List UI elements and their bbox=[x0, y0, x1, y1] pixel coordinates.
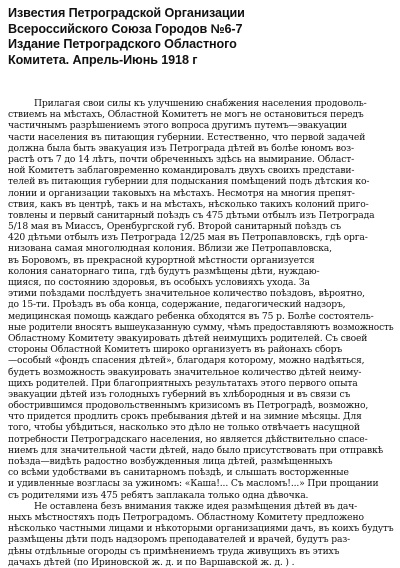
article-line: этими поѣздами послѣдуетъ значительное количество поѣздовъ, вѣроятно, bbox=[8, 288, 365, 300]
header-line: Всероссийского Союза Городов №6-7 bbox=[8, 21, 243, 36]
article-line: телей въ питающия губернии для подыскания помѣщений подъ дѣтския ко- bbox=[8, 176, 370, 188]
article-line: въ Боровомъ, въ прекрасной курортной мѣстности организуется bbox=[8, 254, 315, 266]
article-line: потребности Петроградскаго населения, но является дѣйствительно спасе- bbox=[8, 433, 368, 445]
article-line: —особый «фондъ спасения дѣтей», благодаря которому, можно надѣяться, bbox=[8, 355, 365, 367]
article-line: медицинская помощь каждаго ребенка обходятся въ 75 р. Болѣе состоятель- bbox=[8, 310, 374, 322]
article-line: ныхъ мѣстностяхъ подъ Петроградомъ. Областному Комитету предложено bbox=[8, 511, 364, 523]
article-line: Не оставлена безъ внимания также идея размѣщения дѣтей въ дач- bbox=[34, 500, 358, 512]
article-line: низована самая многолюдная колония. Вблизи же Петропавловска, bbox=[8, 243, 332, 255]
article-line: ствиемъ на мѣстахъ, Областной Комитетъ не могъ не остановиться передъ bbox=[8, 109, 364, 121]
article-line: колония санаторнаго типа, гдѣ будутъ размѣщены дѣти, нуждаю- bbox=[8, 265, 320, 277]
header-line: Издание Петроградского Областного bbox=[8, 37, 237, 51]
article-line: части населения въ питающия губернии. Естественно, что первой задачей bbox=[8, 131, 366, 143]
article-line: Областному Комитету эвакуировать дѣтей неимущихъ родителей. Съ своей bbox=[8, 332, 368, 344]
article-line: дѣны отдѣльные огороды съ примѣнениемъ труда живущихъ въ этихъ bbox=[8, 545, 340, 557]
article-line: ствия, какъ въ центрѣ, такъ и на мѣстахъ, нѣсколько такихъ колоний приго- bbox=[8, 198, 369, 210]
article-line: щихъ родителей. При благоприятныхъ результатахъ этого первого опыта bbox=[8, 377, 358, 389]
article-line: и удивленные возгласы за ужиномъ: «Каша!... Съ масломъ!...» При прощании bbox=[8, 478, 379, 490]
article-line: со всѣми удобствами въ санитарномъ поѣздѣ, и слышать восторженные bbox=[8, 467, 349, 479]
article-line: ниемъ для значительной части дѣтей, надо было присутствовать при отправкѣ bbox=[8, 444, 384, 456]
article-line: эвакуации дѣтей изъ голодныхъ губерний въ хлѣбородныя и въ связи съ bbox=[8, 388, 351, 400]
article-line: того, чтобы убѣдиться, насколько это дѣло не только отвѣчаетъ насущной bbox=[8, 422, 360, 434]
article-text bbox=[8, 98, 394, 568]
article-line: товлены и первый санитарный поѣздъ съ 475 дѣтьми отбылъ изъ Петрограда bbox=[8, 209, 375, 221]
article-line: 420 дѣтьми отбылъ изъ Петрограда 12/25 мая въ Петропавловскъ, гдѣ орга- bbox=[8, 232, 368, 244]
article-line: частичнымъ разрѣшениемъ этого вопроса другимъ путемъ—эвакуации bbox=[8, 120, 347, 132]
article-line: 5/18 мая въ Миассъ, Оренбургской губ. Второй санитарный поѣздъ съ bbox=[8, 221, 341, 233]
article-line: съ родителями изъ 475 ребятъ заплакала только одна дѣвочка. bbox=[8, 489, 309, 501]
article-line: будетъ возможность эвакуировать значительное количество дѣтей неиму- bbox=[8, 366, 362, 378]
header-line: Комитета. Апрель-Июнь 1918 г bbox=[8, 52, 198, 67]
article-line: поѣзда—видѣть радостно возбужденныя лица дѣтей, размѣщенныхъ bbox=[8, 456, 333, 467]
article-line: до 15-ти. Проѣздъ въ оба конца, содержание, педагогический надзоръ, bbox=[8, 299, 346, 311]
article-line: щияся, по состоянию здоровья, въ особыхъ условияхъ ухода. За bbox=[8, 277, 310, 288]
article-line: обострившимся продовольственнымъ кризисомъ въ Петроградѣ, возможно, bbox=[8, 400, 369, 412]
article-line: нѣсколько частными лицами и нѣкоторыми организациями дачъ, въ коихъ будутъ bbox=[8, 523, 394, 535]
article-line: размѣщены дѣти подъ надзоромъ преподавателей и врачей, будутъ раз- bbox=[8, 534, 351, 546]
article-line: ные родители вносятъ вышеуказанную сумму, чѣмъ предоставляютъ возможность bbox=[8, 321, 394, 333]
article-line: Прилагая свои силы къ улучшению снабжения населения продоволь- bbox=[34, 98, 367, 109]
header-line: Известия Петроградской Организации bbox=[8, 6, 245, 20]
article-line: лонии и организации таковыхъ на мѣстахъ. Несмотря на многия препят- bbox=[8, 187, 355, 199]
article-line: должна была быть эвакуация изъ Петрограда дѣтей въ болѣе юномъ воз- bbox=[8, 142, 354, 154]
article-line: ной Комитетъ заблаговременно командировалъ двухъ своихъ представи- bbox=[8, 165, 355, 177]
article-line: растѣ отъ 7 до 14 лѣтъ, почти обреченныхъ здѣсь на вымирание. Област- bbox=[8, 153, 355, 165]
article-line: стороны Областной Комитетъ широко организуетъ въ районахъ сборъ bbox=[8, 344, 343, 356]
article-line: дачахъ дѣтей (по Ириновской ж. д. и по Варшавской ж. д. ) . bbox=[8, 556, 295, 568]
publication-header bbox=[8, 6, 394, 68]
article-line: что придется продлить срокъ пребывания дѣтей и на зимние мѣсяцы. Для bbox=[8, 411, 362, 423]
